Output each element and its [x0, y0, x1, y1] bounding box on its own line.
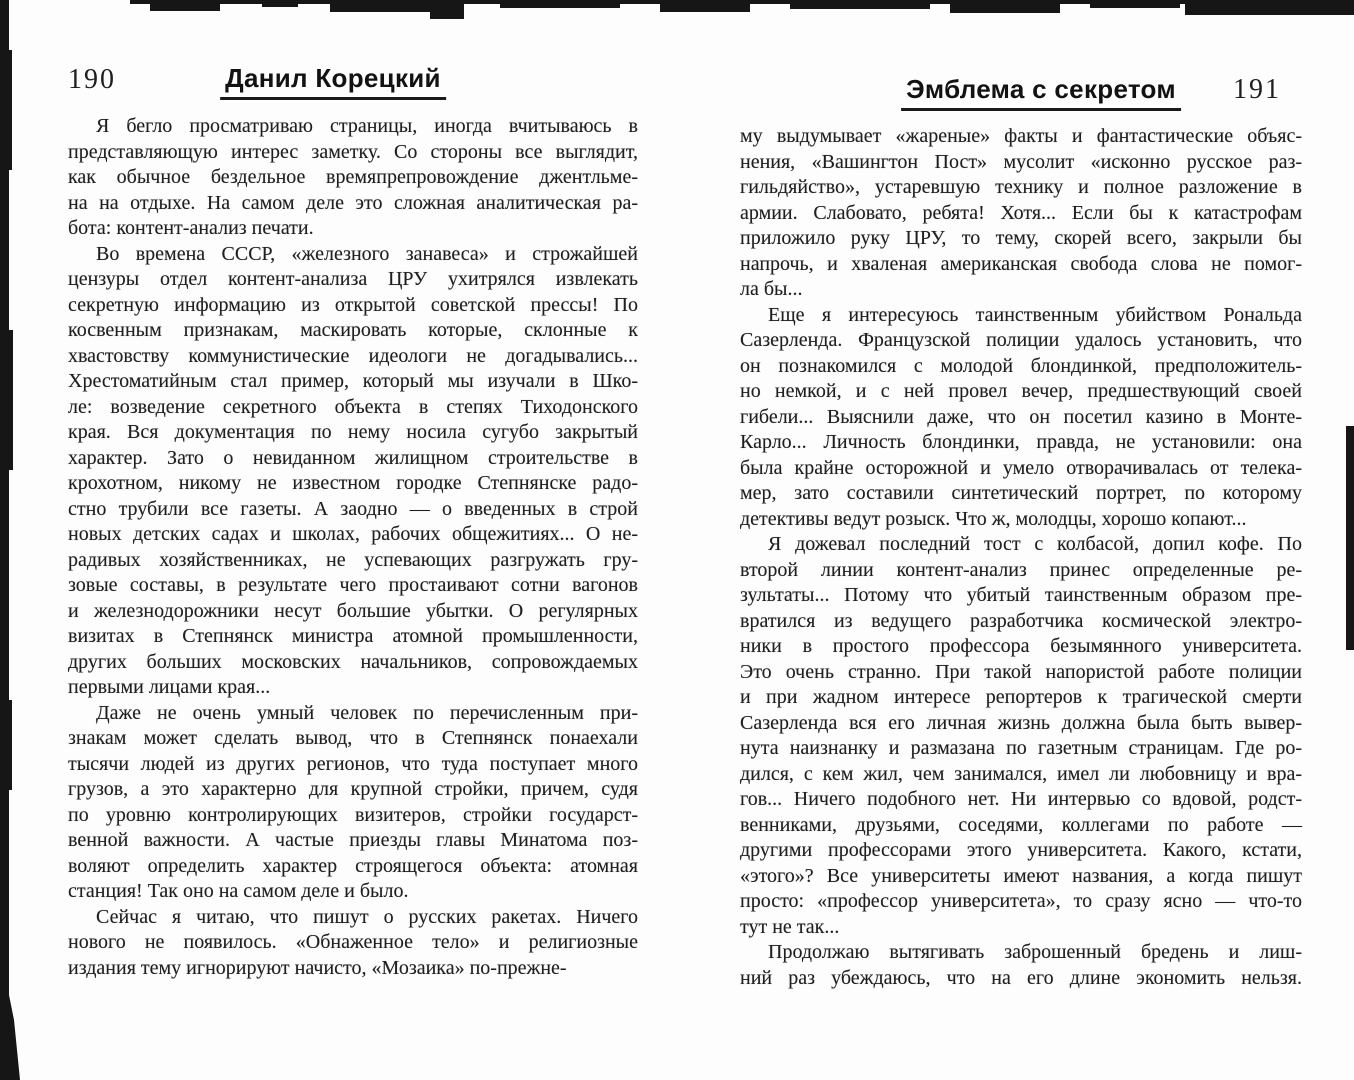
text-line: он познакомился с молодой блондинкой, предположитель-: [740, 354, 1302, 377]
text-line: детективы ведут розыск. Что ж, молодцы, хорошо копают...: [740, 507, 1247, 530]
text-line: другими профессорами этого университета. Какого, кстати,: [740, 839, 1302, 861]
text-line: тысячи людей из других регионов, что туда поступает много: [68, 752, 638, 775]
text-line: Еще я интересуюсь таинственным убийством Рональда: [768, 303, 1302, 326]
page-number-right: 191: [1233, 74, 1281, 105]
text-line: Я дожевал последний тост с колбасой, допил кофе. По: [768, 533, 1302, 555]
text-line: стно трубили все газеты. А заодно — о введенных в строй: [68, 497, 638, 520]
text-line: ники в простого профессора безымянного университета.: [740, 635, 1302, 657]
text-line: нового не появилось. «Обнаженное тело» и религиозные: [68, 931, 638, 953]
text-line: грузов, а это характерно для крупной стройки, причем, судя: [68, 778, 638, 800]
scan-border-right-line: [1346, 426, 1354, 650]
text-line: Продолжаю вытягивать заброшенный бредень и лиш-: [768, 941, 1302, 963]
text-line: Карло... Личность блондинки, правда, не установили: она: [740, 431, 1302, 453]
text-line: вратился из ведущего разработчика космической электро-: [740, 609, 1302, 632]
text-line: Сазерленда. Французской полиции удалось установить, что: [740, 329, 1302, 351]
text-line: Хрестоматийным стал пример, который мы изучали в Шко-: [68, 370, 638, 392]
text-line: по уровню контролирующих визитеров, стройки государст-: [68, 803, 638, 826]
page-body-right: [740, 124, 1302, 991]
left-page: [68, 0, 638, 1080]
text-line: и при жадном интересе репортеров к трагической смерти: [740, 686, 1302, 708]
text-line: венниками, друзьями, соседями, коллегами по работе —: [740, 813, 1302, 836]
text-line: секретную информацию из открытой советской прессы! По: [68, 293, 638, 316]
text-line: хвастовству коммунистические идеологи не догадывались...: [68, 344, 638, 367]
text-line: просто: «профессор университета», то сразу ясно — что-то: [740, 890, 1302, 912]
text-line: знакам может сделать вывод, что в Степнянск понаехали: [68, 727, 638, 749]
text-line: характер. Зато о невиданном жилищном строительстве в: [68, 446, 638, 469]
scan-border-left-patch: [0, 700, 12, 790]
text-line: воляют определить характер строящегося объекта: атомная: [68, 854, 638, 877]
text-line: Это очень странно. При такой напористой работе полиции: [740, 660, 1302, 683]
text-line: мер, зато составили синтетический портрет, по которому: [740, 482, 1302, 504]
text-line: но немкой, и с ней провел вечер, предшествующий своей: [740, 380, 1302, 402]
text-line: Я бегло просматриваю страницы, иногда вчитываюсь в: [96, 115, 638, 137]
text-line: других больших московских начальников, сопровождаемых: [68, 650, 638, 673]
text-line: Сейчас я читаю, что пишут о русских ракетах. Ничего: [96, 905, 638, 928]
text-line: Во времена СССР, «железного занавеса» и строжайшей: [96, 242, 638, 265]
text-line: напрочь, и хваленая американская свобода слова не помог-: [740, 252, 1302, 275]
text-line: крохотном, никому не известном городке Степнянске радо-: [68, 472, 638, 494]
scan-border-left-patch: [0, 330, 13, 470]
text-line: на на отдыхе. На самом деле это сложная аналитическая ра-: [68, 191, 638, 214]
text-line: как обычное бездельное времяпрепровождение джентльме-: [68, 166, 638, 188]
text-line: косвенным признакам, маскировать которые, склонные к: [68, 319, 638, 341]
paragraph: [740, 532, 1302, 940]
text-line: приложило руку ЦРУ, то тему, скорей всего, закрыли бы: [740, 227, 1302, 249]
paragraph: [740, 303, 1302, 533]
text-line: ла бы...: [740, 278, 803, 300]
text-line: второй линии контент-анализ принес определенные ре-: [740, 558, 1302, 581]
text-line: цензуры отдел контент-анализа ЦРУ ухитрялся извлекать: [68, 268, 638, 290]
text-line: Сазерленда вся его личная жизнь должна была быть вывер-: [740, 711, 1302, 734]
text-line: зультаты... Потому что убитый таинственным образом пре-: [740, 584, 1302, 606]
paragraph: [68, 242, 638, 701]
text-line: радивых хозяйственниках, не успевающих разгружать гру-: [68, 548, 638, 571]
text-line: гибели... Выяснили даже, что он посетил казино в Монте-: [740, 405, 1302, 428]
page-body-left: [68, 114, 638, 981]
text-line: представляющую интерес заметку. Со стороны все выглядит,: [68, 140, 638, 163]
text-line: венной важности. А частые приезды главы Минатома поз-: [68, 829, 638, 851]
text-line: станция! Так оно на самом деле и было.: [68, 880, 409, 902]
text-line: «этого»? Все университеты имеют названия, а когда пишут: [740, 864, 1302, 887]
text-line: Даже не очень умный человек по перечисленным при-: [96, 701, 638, 724]
running-header-right: Эмблема с секретом: [901, 74, 1181, 111]
text-line: нения, «Вашингтон Пост» мусолит «исконно русское раз-: [740, 150, 1302, 173]
text-line: издания тему игнорируют начисто, «Мозаика» по-прежне-: [68, 956, 567, 979]
text-line: му выдумывает «жареные» факты и фантастические объяс-: [740, 125, 1302, 147]
text-line: и железнодорожники несут большие убытки. О регулярных: [68, 599, 638, 622]
text-line: нута наизнанку и размазана по газетным страницам. Где ро-: [740, 737, 1302, 759]
text-line: зовые составы, в результате чего простаивают сотни вагонов: [68, 574, 638, 596]
text-line: была крайне осторожной и умело отворачивалась от телека-: [740, 456, 1302, 479]
paragraph: [68, 114, 638, 242]
text-line: тут не так...: [740, 915, 840, 938]
scan-border-left-patch: [0, 50, 12, 170]
text-line: ле: возведение секретного объекта в степях Тиходонского: [68, 395, 638, 418]
text-line: дился, с кем жил, чем занимался, имел ли любовницу и вра-: [740, 762, 1302, 785]
scan-border-bottom-left-blob: [0, 980, 20, 1080]
scan-border-top-tooth: [660, 0, 750, 12]
text-line: визитах в Степнянск министра атомной промышленности,: [68, 625, 638, 647]
text-line: армии. Слабовато, ребята! Хотя... Если бы к катастрофам: [740, 201, 1302, 224]
text-line: гов... Ничего подобного нет. Ни интервью со вдовой, родст-: [740, 788, 1302, 810]
paragraph: [740, 124, 1302, 303]
running-header-left: Данил Корецкий: [220, 63, 446, 100]
paragraph: [740, 940, 1302, 991]
text-line: новых детских садах и школах, рабочих общежитиях... О не-: [68, 523, 638, 545]
right-page: [740, 0, 1302, 1080]
text-line: края. Вся документация по нему носила сугубо закрытый: [68, 421, 638, 443]
paragraph: [68, 701, 638, 905]
text-line: гильдяйство», устаревшую технику и полное разложение в: [740, 176, 1302, 198]
paragraph: [68, 905, 638, 982]
page-number-left: 190: [68, 64, 116, 95]
text-line: бота: контент-анализ печати.: [68, 217, 314, 239]
text-line: ний раз убеждаюсь, что на его длине экономить нельзя.: [740, 966, 1302, 989]
text-line: первыми лицами края...: [68, 676, 271, 698]
